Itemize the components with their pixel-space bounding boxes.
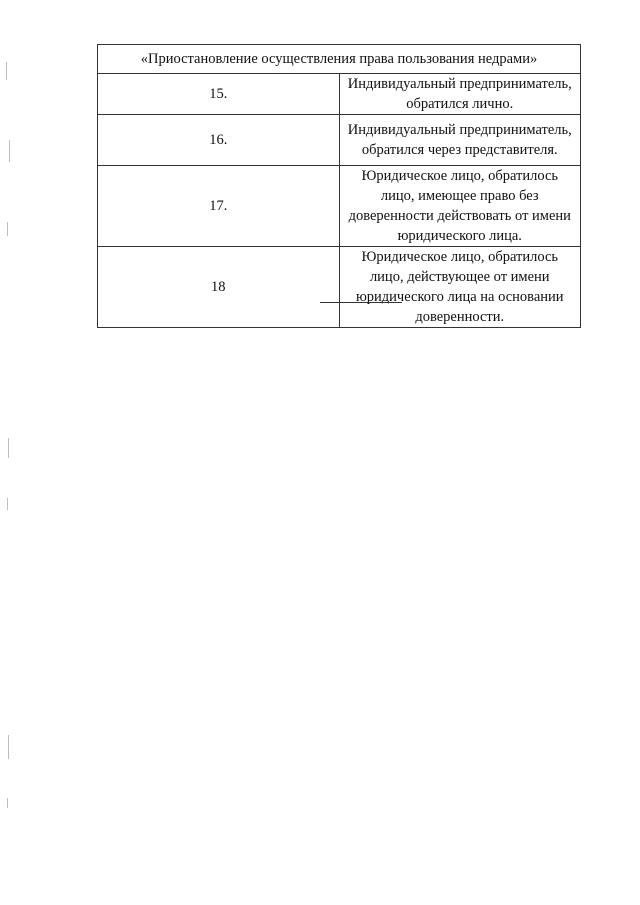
- end-of-document-line: [320, 302, 402, 303]
- row-number: 18: [98, 247, 340, 328]
- row-number: 15.: [98, 74, 340, 115]
- row-text: Индивидуальный предприниматель, обратился лично.: [339, 74, 581, 115]
- scan-speck: [9, 140, 10, 162]
- table-row: [98, 115, 581, 166]
- scan-speck: [8, 735, 9, 759]
- applicant-category-table: [97, 44, 581, 328]
- scan-speck: [7, 498, 8, 510]
- row-number: 16.: [98, 115, 340, 166]
- table-row: [98, 74, 581, 115]
- scan-speck: [7, 798, 8, 808]
- scan-speck: [7, 222, 8, 236]
- row-text: Юридическое лицо, обратилось лицо, имеющее право без доверенности действовать от имени юридического лица.: [339, 166, 581, 247]
- row-text: Юридическое лицо, обратилось лицо, действующее от имени юридического лица на основании доверенности.: [339, 247, 581, 328]
- scan-speck: [8, 438, 9, 458]
- table-row: [98, 247, 581, 328]
- row-number: 17.: [98, 166, 340, 247]
- table-row: [98, 166, 581, 247]
- table-header-row: [98, 45, 581, 74]
- table-header: «Приостановление осуществления права пользования недрами»: [98, 45, 581, 74]
- row-text: Индивидуальный предприниматель, обратился через представителя.: [339, 115, 581, 166]
- scan-speck: [6, 62, 7, 80]
